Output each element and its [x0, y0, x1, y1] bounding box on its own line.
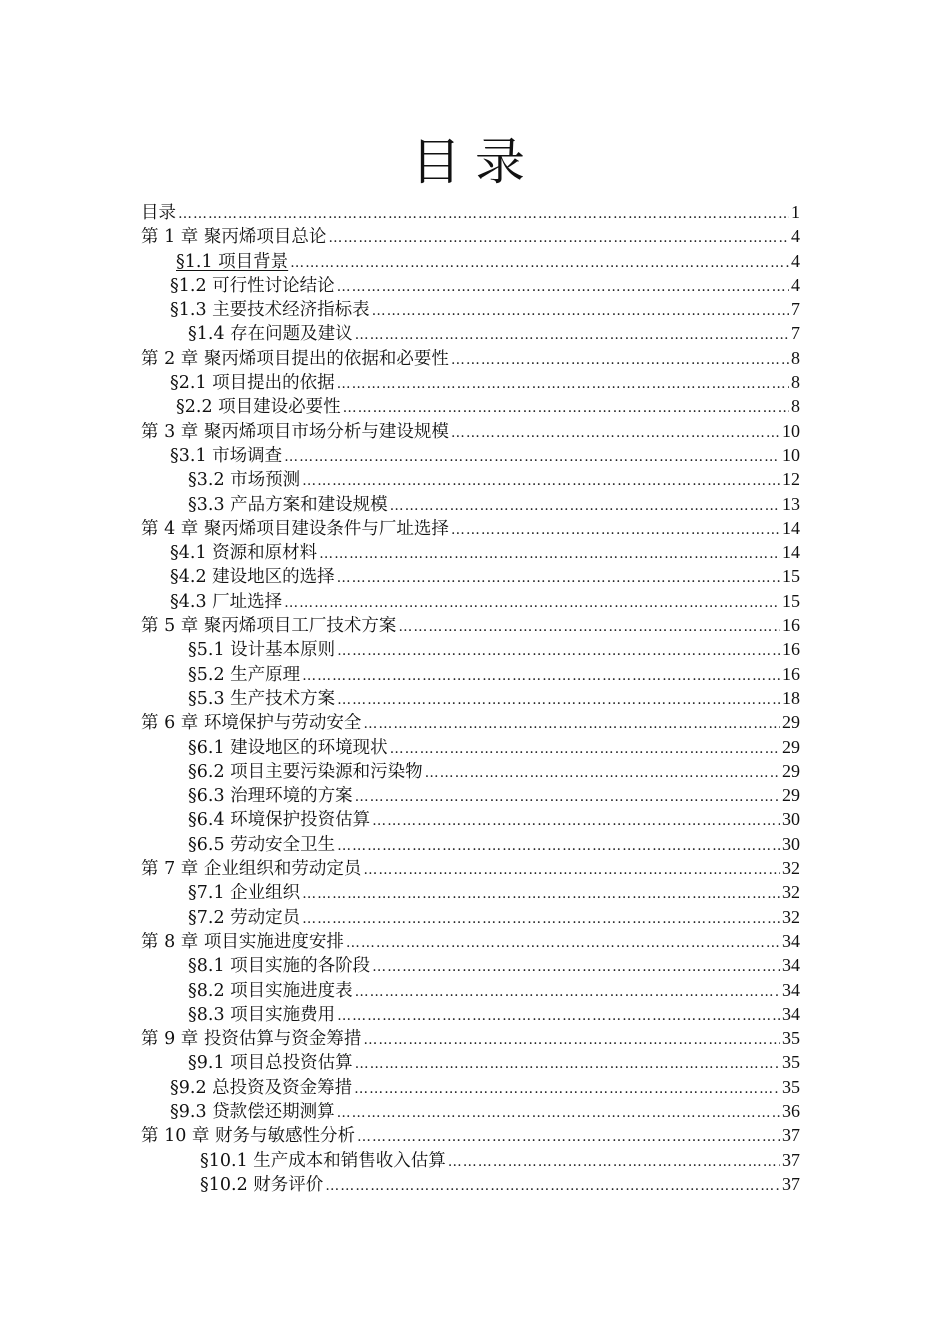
toc-entry-section-8-2[interactable]: §8.2 项目实施进度表 …………………………………………………………………………………………………………………………………………………………………………………… 34	[0, 978, 800, 1002]
toc-entry-section-7-1[interactable]: §7.1 企业组织 …………………………………………………………………………………………………………………………………………………………………………………… 32	[0, 880, 800, 904]
toc-entry-contents[interactable]: 目录 …………………………………………………………………………………………………………………………………………………………………………………… 1	[0, 200, 800, 224]
toc-entry-chapter-2[interactable]: 第 2 章 聚丙烯项目提出的依据和必要性 …………………………………………………………………………………………………………………………………………………………………………………… 8	[0, 346, 800, 370]
toc-entry-section-7-2[interactable]: §7.2 劳动定员 …………………………………………………………………………………………………………………………………………………………………………………… 32	[0, 905, 800, 929]
toc-entry-section-6-4[interactable]: §6.4 环境保护投资估算 …………………………………………………………………………………………………………………………………………………………………………………… 30	[0, 807, 800, 831]
toc-entry-section-1-1[interactable]: §1.1 项目背景 …………………………………………………………………………………………………………………………………………………………………………………… 4	[0, 249, 800, 273]
toc-entry-section-6-2[interactable]: §6.2 项目主要污染源和污染物 …………………………………………………………………………………………………………………………………………………………………………………… 29	[0, 759, 800, 783]
toc-entry-section-6-3[interactable]: §6.3 治理环境的方案 …………………………………………………………………………………………………………………………………………………………………………………… 29	[0, 783, 800, 807]
toc-entry-section-8-1[interactable]: §8.1 项目实施的各阶段 …………………………………………………………………………………………………………………………………………………………………………………… 34	[0, 953, 800, 977]
toc-entry-chapter-6[interactable]: 第 6 章 环境保护与劳动安全 …………………………………………………………………………………………………………………………………………………………………………………… 29	[0, 710, 800, 734]
toc-entry-section-10-2[interactable]: §10.2 财务评价 …………………………………………………………………………………………………………………………………………………………………………………… 37	[0, 1172, 800, 1196]
page-title: 目录	[411, 133, 539, 191]
toc-entry-section-4-2[interactable]: §4.2 建设地区的选择 …………………………………………………………………………………………………………………………………………………………………………………… 15	[0, 564, 800, 588]
toc-entry-section-9-1[interactable]: §9.1 项目总投资估算 …………………………………………………………………………………………………………………………………………………………………………………… 35	[0, 1050, 800, 1074]
toc-entry-section-4-1[interactable]: §4.1 资源和原材料 …………………………………………………………………………………………………………………………………………………………………………………… 14	[0, 540, 800, 564]
toc-entry-section-1-4[interactable]: §1.4 存在问题及建议 …………………………………………………………………………………………………………………………………………………………………………………… 7	[0, 321, 800, 345]
toc-entry-section-1-2[interactable]: §1.2 可行性讨论结论 …………………………………………………………………………………………………………………………………………………………………………………… 4	[0, 273, 800, 297]
toc-entry-section-6-1[interactable]: §6.1 建设地区的环境现状 …………………………………………………………………………………………………………………………………………………………………………………… 29	[0, 735, 800, 759]
toc-entry-chapter-7[interactable]: 第 7 章 企业组织和劳动定员 …………………………………………………………………………………………………………………………………………………………………………………… 32	[0, 856, 800, 880]
toc-entry-section-5-1[interactable]: §5.1 设计基本原则 …………………………………………………………………………………………………………………………………………………………………………………… 16	[0, 637, 800, 661]
toc-entry-chapter-9[interactable]: 第 9 章 投资估算与资金筹措 …………………………………………………………………………………………………………………………………………………………………………………… 35	[0, 1026, 800, 1050]
toc-entry-chapter-4[interactable]: 第 4 章 聚丙烯项目建设条件与厂址选择 …………………………………………………………………………………………………………………………………………………………………………………… 14	[0, 516, 800, 540]
toc-entry-chapter-1[interactable]: 第 1 章 聚丙烯项目总论 …………………………………………………………………………………………………………………………………………………………………………………… 4	[0, 224, 800, 248]
toc-entry-section-2-1[interactable]: §2.1 项目提出的依据 …………………………………………………………………………………………………………………………………………………………………………………… 8	[0, 370, 800, 394]
toc-entry-section-2-2[interactable]: §2.2 项目建设必要性 …………………………………………………………………………………………………………………………………………………………………………………… 8	[0, 394, 800, 418]
toc-entry-section-4-3[interactable]: §4.3 厂址选择 …………………………………………………………………………………………………………………………………………………………………………………… 15	[0, 589, 800, 613]
toc-entry-section-10-1[interactable]: §10.1 生产成本和销售收入估算 …………………………………………………………………………………………………………………………………………………………………………………… 37	[0, 1148, 800, 1172]
toc-entry-section-9-2[interactable]: §9.2 总投资及资金筹措 …………………………………………………………………………………………………………………………………………………………………………………… 35	[0, 1075, 800, 1099]
toc-entry-section-6-5[interactable]: §6.5 劳动安全卫生 …………………………………………………………………………………………………………………………………………………………………………………… 30	[0, 832, 800, 856]
toc-entry-section-5-3[interactable]: §5.3 生产技术方案 …………………………………………………………………………………………………………………………………………………………………………………… 18	[0, 686, 800, 710]
toc-entry-section-3-2[interactable]: §3.2 市场预测 …………………………………………………………………………………………………………………………………………………………………………………… 12	[0, 467, 800, 491]
toc-entry-section-3-1[interactable]: §3.1 市场调查 …………………………………………………………………………………………………………………………………………………………………………………… 10	[0, 443, 800, 467]
toc-entry-section-1-3[interactable]: §1.3 主要技术经济指标表 …………………………………………………………………………………………………………………………………………………………………………………… 7	[0, 297, 800, 321]
toc-entry-chapter-8[interactable]: 第 8 章 项目实施进度安排 …………………………………………………………………………………………………………………………………………………………………………………… 34	[0, 929, 800, 953]
toc-entry-chapter-10[interactable]: 第 10 章 财务与敏感性分析 …………………………………………………………………………………………………………………………………………………………………………………… 37	[0, 1123, 800, 1147]
toc-entry-section-5-2[interactable]: §5.2 生产原理 …………………………………………………………………………………………………………………………………………………………………………………… 16	[0, 662, 800, 686]
toc-entry-section-8-3[interactable]: §8.3 项目实施费用 …………………………………………………………………………………………………………………………………………………………………………………… 34	[0, 1002, 800, 1026]
toc-entry-section-9-3[interactable]: §9.3 贷款偿还期测算 …………………………………………………………………………………………………………………………………………………………………………………… 36	[0, 1099, 800, 1123]
toc-entry-chapter-3[interactable]: 第 3 章 聚丙烯项目市场分析与建设规模 …………………………………………………………………………………………………………………………………………………………………………………… 10	[0, 419, 800, 443]
table-of-contents	[0, 200, 950, 1196]
toc-entry-section-3-3[interactable]: §3.3 产品方案和建设规模 …………………………………………………………………………………………………………………………………………………………………………………… 13	[0, 492, 800, 516]
toc-entry-chapter-5[interactable]: 第 5 章 聚丙烯项目工厂技术方案 …………………………………………………………………………………………………………………………………………………………………………………… 16	[0, 613, 800, 637]
